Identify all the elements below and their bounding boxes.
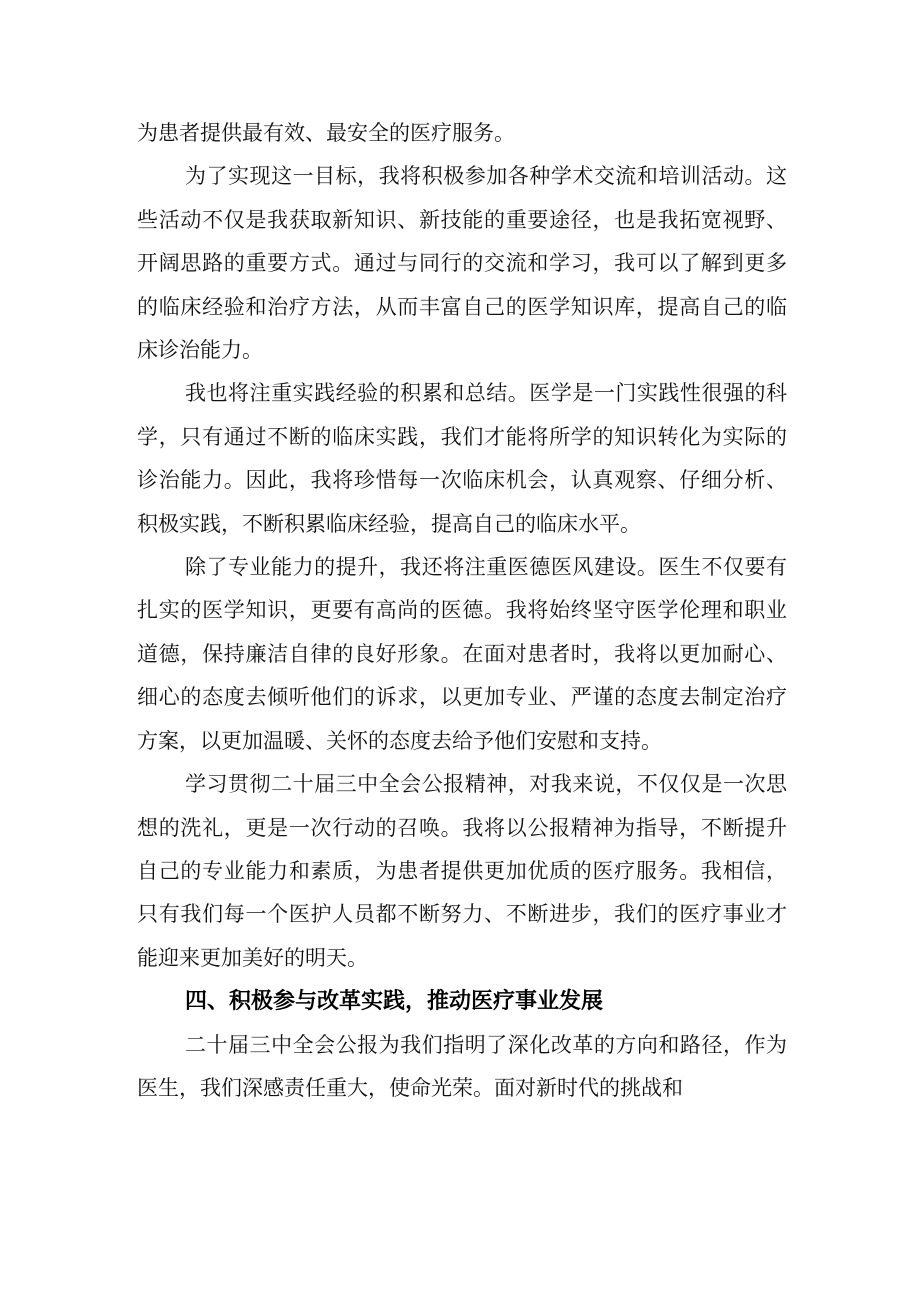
paragraph-academic-exchange: 为了实现这一目标，我将积极参加各种学术交流和培训活动。这些活动不仅是我获取新知识、新技能的重要途径，也是我拓宽视野、开阔思路的重要方式。通过与同行的交流和学习，我可以了解到更多的临床经验和治疗方法，从而丰富自己的医学知识库，提高自己的临床诊治能力。 xyxy=(137,164,787,363)
paragraph-clinical-practice: 我也将注重实践经验的积累和总结。医学是一门实践性很强的科学，只有通过不断的临床实践，我们才能将所学的知识转化为实际的诊治能力。因此，我将珍惜每一次临床机会，认真观察、仔细分析、积极实践，不断积累临床经验，提高自己的临床水平。 xyxy=(137,381,787,536)
paragraph-study-communique: 学习贯彻二十届三中全会公报精神，对我来说，不仅仅是一次思想的洗礼，更是一次行动的召唤。我将以公报精神为指导，不断提升自己的专业能力和素质，为患者提供更加优质的医疗服务。我相信，只有我们每一个医护人员都不断努力、不断进步，我们的医疗事业才能迎来更加美好的明天。 xyxy=(137,772,787,970)
paragraph-reform-intro: 二十届三中全会公报为我们指明了深化改革的方向和路径，作为医生，我们深感责任重大，使命光荣。面对新时代的挑战和 xyxy=(137,1032,787,1100)
section-heading: 四、积极参与改革实践，推动医疗事业发展 xyxy=(185,989,604,1015)
paragraph-continuation: 为患者提供最有效、最安全的医疗服务。 xyxy=(137,121,515,145)
paragraph-medical-ethics: 除了专业能力的提升，我还将注重医德医风建设。医生不仅要有扎实的医学知识，更要有高尚的医德。我将始终坚守医学伦理和职业道德，保持廉洁自律的良好形象。在面对患者时，我将以更加耐心、细心的态度去倾听他们的诉求，以更加专业、严谨的态度去制定治疗方案，以更加温暖、关怀的态度去给予他们安慰和支持。 xyxy=(137,555,787,753)
document-page xyxy=(137,112,787,1110)
